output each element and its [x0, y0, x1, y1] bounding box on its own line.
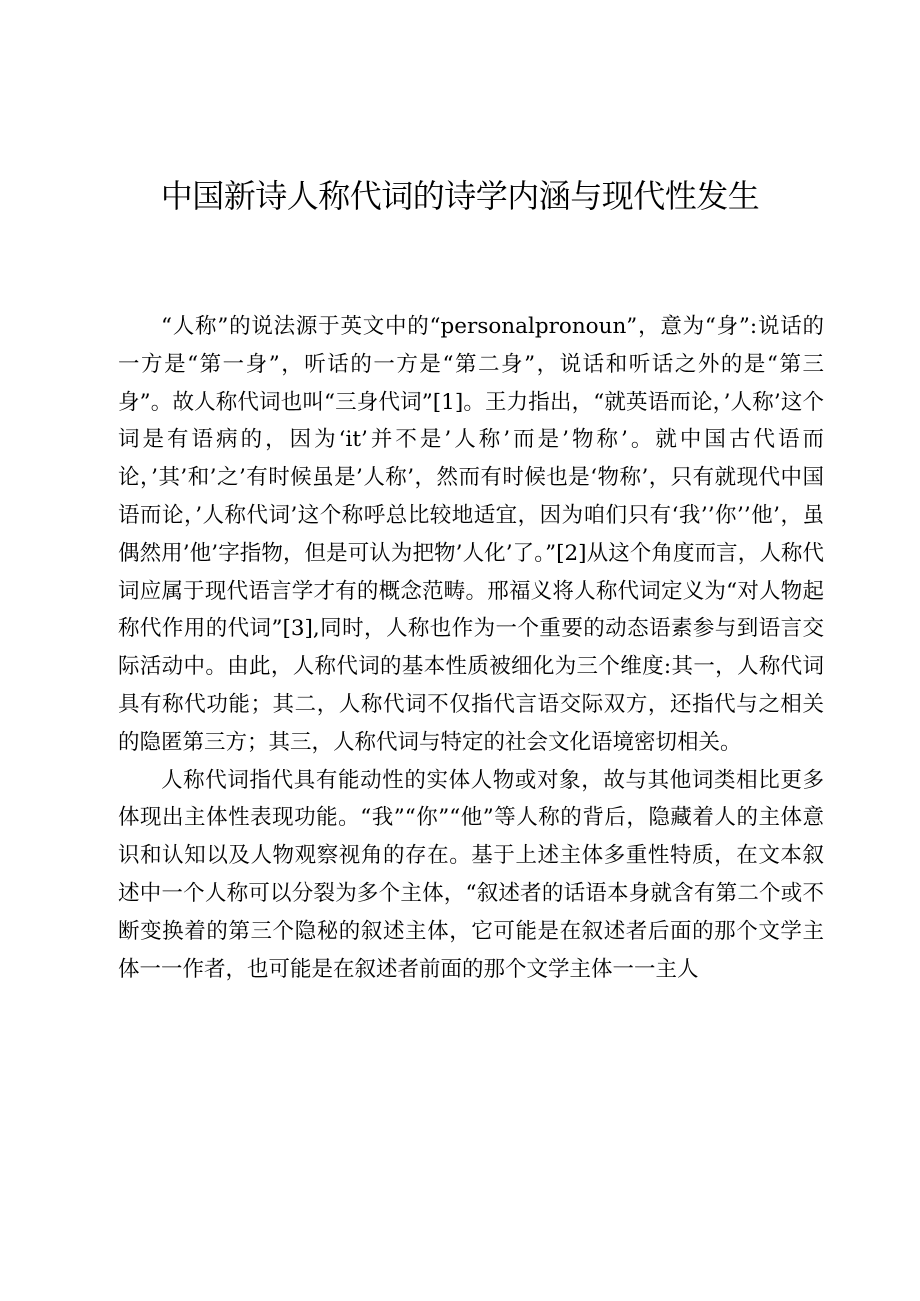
document-title: 中国新诗人称代词的诗学内涵与现代性发生	[160, 177, 760, 215]
paragraph-1: “人称”的说法源于英文中的“personalpronoun”，意为“身”:说话的一方是“第一身”，听话的一方是“第二身”，说话和听话之外的是“第三身”。故人称代词也叫“三身代词”[1]。王力指出，“就英语而论，’人称’这个词是有语病的，因为‘it’并不是’人称’而是’物称’。就中国古代语而论，’其’和’之’有时候虽是’人称’，然而有时候也是‘物称’，只有就现代中国语而论，’人称代词’这个称呼总比较地适宜，因为咱们只有‘我’’你’’他’，虽偶然用’他’字指物，但是可认为把物’人化’了。”[2]从这个角度而言，人称代词应属于现代语言学才有的概念范畴。邢福义将人称代词定义为“对人物起称代作用的代词”[3],同时，人称也作为一个重要的动态语素参与到语言交际活动中。由此，人称代词的基本性质被细化为三个维度:其一，人称代词具有称代功能；其二，人称代词不仅指代言语交际双方，还指代与之相关的隐匿第三方；其三，人称代词与特定的社会文化语境密切相关。	[118, 314, 824, 755]
paragraph-2: 人称代词指代具有能动性的实体人物或对象，故与其他词类相比更多体现出主体性表现功能。“我”“你”“他”等人称的背后，隐藏着人的主体意识和认知以及人物观察视角的存在。基于上述主体多重性特质，在文本叙述中一个人称可以分裂为多个主体，“叙述者的话语本身就含有第二个或不断变换着的第三个隐秘的叙述主体，它可能是在叙述者后面的那个文学主体一一作者，也可能是在叙述者前面的那个文学主体一一主人	[118, 767, 824, 982]
document-body	[118, 308, 824, 988]
